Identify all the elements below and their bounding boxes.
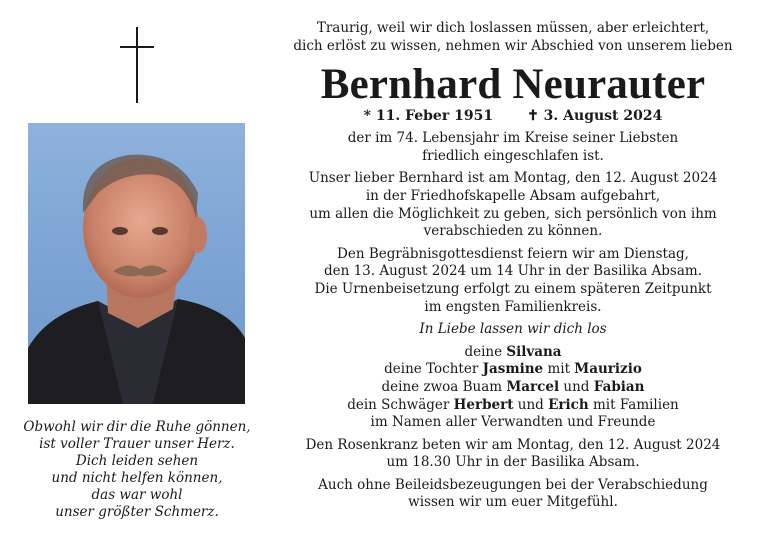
poem-line: Obwohl wir dir die Ruhe gönnen,	[23, 419, 251, 435]
laying-out-line: um allen die Möglichkeit zu geben, sich persönlich von ihm	[309, 205, 717, 222]
poem-line: unser größter Schmerz.	[55, 504, 219, 520]
life-dates	[283, 107, 743, 125]
laying-out-line: in der Friedhofskapelle Absam aufgebahrt,	[365, 187, 661, 204]
poem	[14, 419, 260, 521]
mourner-line: dein Schwäger Herbert und Erich mit Familien	[347, 396, 679, 413]
mourner-line: deine Tochter Jasmine mit Maurizio	[384, 361, 642, 378]
obituary-text	[283, 20, 743, 512]
condolences-line: Auch ohne Beileidsbezeugungen bei der Verabschiedung	[318, 476, 708, 493]
cross-icon	[120, 27, 154, 103]
birth-date: * 11. Feber 1951	[363, 108, 494, 125]
deceased-name: Bernhard Neurauter	[320, 61, 706, 109]
age-line: der im 74. Lebensjahr im Kreise seiner Liebsten	[347, 130, 679, 147]
funeral-line: im engsten Familienkreis.	[424, 298, 602, 315]
mourner-line: im Namen aller Verwandten und Freunde	[370, 414, 656, 431]
intro-line: dich erlöst zu wissen, nehmen wir Abschied von unserem lieben	[293, 37, 733, 54]
poem-line: und nicht helfen können,	[51, 470, 223, 486]
death-date: ✝ 3. August 2024	[527, 108, 663, 125]
funeral-line: den 13. August 2024 um 14 Uhr in der Basilika Absam.	[323, 263, 703, 280]
mourner-line: deine Silvana	[464, 343, 562, 360]
age-line: friedlich eingeschlafen ist.	[422, 147, 604, 164]
rosary-line: um 18.30 Uhr in der Basilika Absam.	[386, 454, 640, 471]
intro-line: Traurig, weil wir dich loslassen müssen, aber erleichtert,	[316, 20, 710, 36]
poem-line: das war wohl	[91, 487, 183, 503]
in-love-line: In Liebe lassen wir dich los	[419, 321, 607, 338]
mourner-line: deine zwoa Buam Marcel und Fabian	[381, 378, 645, 395]
condolences-line: wissen wir um euer Mitgefühl.	[408, 494, 618, 511]
rosary-line: Den Rosenkranz beten wir am Montag, den 12. August 2024	[305, 436, 721, 453]
poem-line: Dich leiden sehen	[75, 453, 199, 469]
laying-out-line: verabschieden zu können.	[423, 223, 603, 240]
poem-line: ist voller Trauer unser Herz.	[39, 436, 235, 452]
portrait-photo	[28, 123, 245, 404]
funeral-line: Den Begräbnisgottesdienst feiern wir am Dienstag,	[337, 245, 689, 262]
laying-out-line: Unser lieber Bernhard ist am Montag, den 12. August 2024	[308, 170, 718, 187]
funeral-line: Die Urnenbeisetzung erfolgt zu einem späteren Zeitpunkt	[314, 280, 712, 297]
